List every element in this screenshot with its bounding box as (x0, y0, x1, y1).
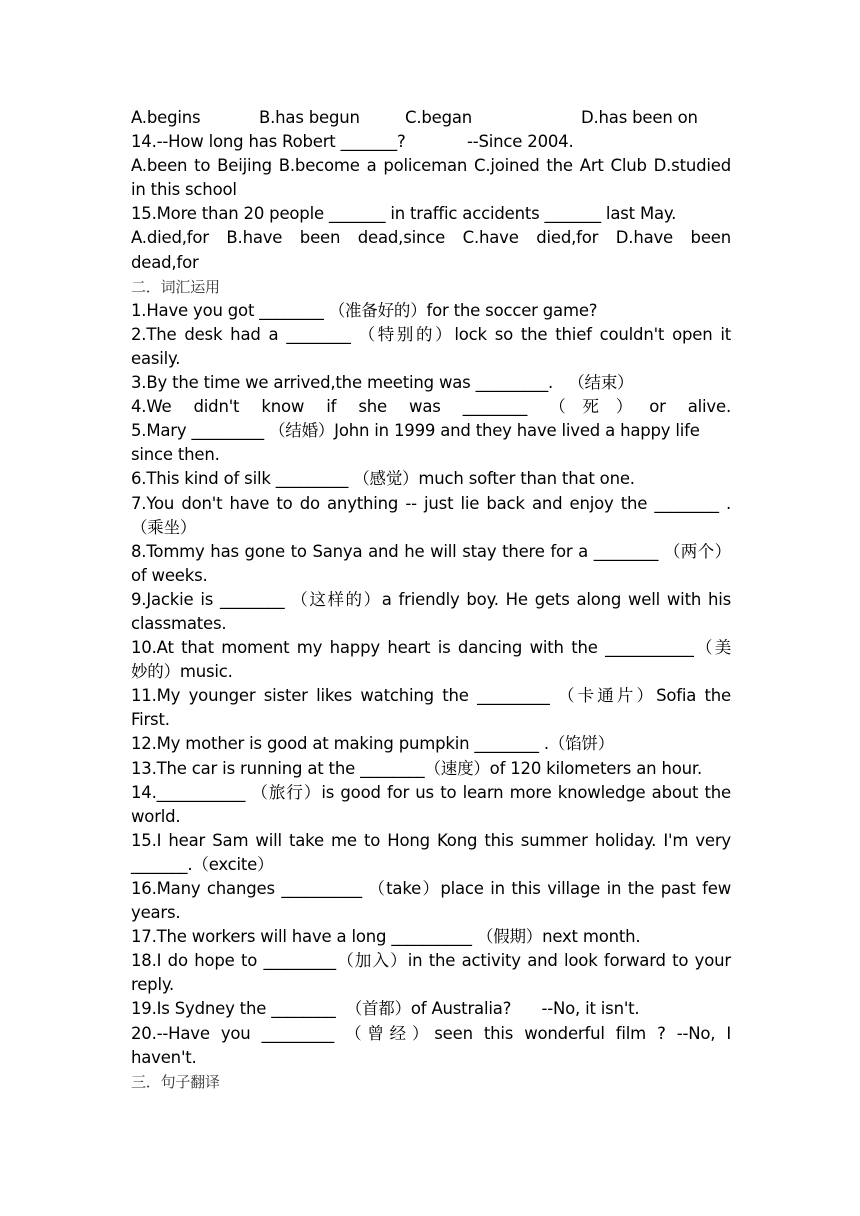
vocab-line: （乘坐） (131, 517, 197, 537)
vocab-line: classmates. (131, 613, 227, 633)
vocab-line: First. (131, 710, 170, 730)
vocab-line: reply. (131, 975, 175, 995)
vocab-line: 19.Is Sydney the ________ （首都）of Australia? --No, it isn't. (131, 999, 640, 1019)
q13-option-a: A.begins (131, 108, 201, 127)
section-2-heading: 二．词汇运用 (131, 277, 220, 296)
vocabulary-exercise (131, 299, 731, 1070)
q15-stem: 15.More than 20 people _______ in traffic accidents _______ last May. (131, 204, 677, 224)
vocab-line: _______.（excite） (131, 854, 274, 874)
vocab-line: world. (131, 806, 181, 826)
vocab-line: 11.My younger sister likes watching the _________ （卡通片）Sofia the (131, 686, 731, 706)
vocab-line: 2.The desk had a ________ （特别的）lock so the thief couldn't open it (131, 324, 731, 344)
q15-options-line-2: dead,for (131, 252, 199, 272)
vocab-line: 妙的）music. (131, 662, 233, 682)
vocab-line: 1.Have you got ________ （准备好的）for the soccer game? (131, 300, 598, 320)
vocab-line: 17.The workers will have a long __________ （假期）next month. (131, 927, 641, 947)
q14-stem-line (131, 130, 731, 154)
vocab-line: 5.Mary _________ （结婚）John in 1999 and they have lived a happy life (131, 421, 700, 441)
vocab-line: 12.My mother is good at making pumpkin ________ .（馅饼） (131, 734, 615, 754)
q15-options-line-1: A.died,for B.have been dead,since C.have died,for D.have been (131, 228, 731, 248)
section-3-heading: 三．句子翻译 (131, 1072, 220, 1091)
vocab-line: 4.We didn't know if she was ________ （死）or alive. (131, 397, 731, 417)
vocab-line: since then. (131, 445, 220, 465)
q13-options (131, 106, 731, 130)
vocab-line: 7.You don't have to do anything -- just lie back and enjoy the ________ . (131, 493, 731, 513)
vocab-line: 9.Jackie is ________ （这样的）a friendly boy. He gets along well with his (131, 589, 731, 609)
vocab-line: 15.I hear Sam will take me to Hong Kong this summer holiday. I'm very (131, 830, 731, 850)
worksheet-page (131, 106, 731, 1094)
q13-option-b: B.has begun (259, 108, 360, 127)
q13-option-c: C.began (405, 108, 473, 127)
vocab-line: 8.Tommy has gone to Sanya and he will stay there for a ________ （两个） (131, 541, 731, 561)
vocab-line: 18.I do hope to _________（加入）in the activity and look forward to your (131, 951, 731, 971)
q13-option-d: D.has been on (581, 108, 698, 127)
vocab-line: 13.The car is running at the ________（速度）of 120 kilometers an hour. (131, 758, 702, 778)
q14-stem: 14.--How long has Robert _______? (131, 132, 406, 152)
vocab-line: of weeks. (131, 565, 208, 585)
q14-options-line-2: in this school (131, 180, 237, 200)
vocab-line: 3.By the time we arrived,the meeting was _________. （结束） (131, 373, 634, 393)
vocab-line: easily. (131, 348, 181, 368)
vocab-line: 20.--Have you _________ （曾经）seen this wonderful film ? --No, I (131, 1023, 731, 1043)
q14-options-line-1: A.been to Beijing B.become a policeman C.joined the Art Club D.studied (131, 156, 731, 176)
vocab-line: years. (131, 903, 181, 923)
q14-answer: --Since 2004. (467, 132, 574, 152)
vocab-line: 10.At that moment my happy heart is dancing with the ___________（美 (131, 638, 731, 658)
vocab-line: haven't. (131, 1047, 197, 1067)
vocab-line: 16.Many changes __________ （take）place in this village in the past few (131, 879, 731, 898)
vocab-line: 6.This kind of silk _________ （感觉）much softer than that one. (131, 469, 635, 489)
vocab-line: 14.___________ （旅行）is good for us to learn more knowledge about the (131, 782, 731, 802)
